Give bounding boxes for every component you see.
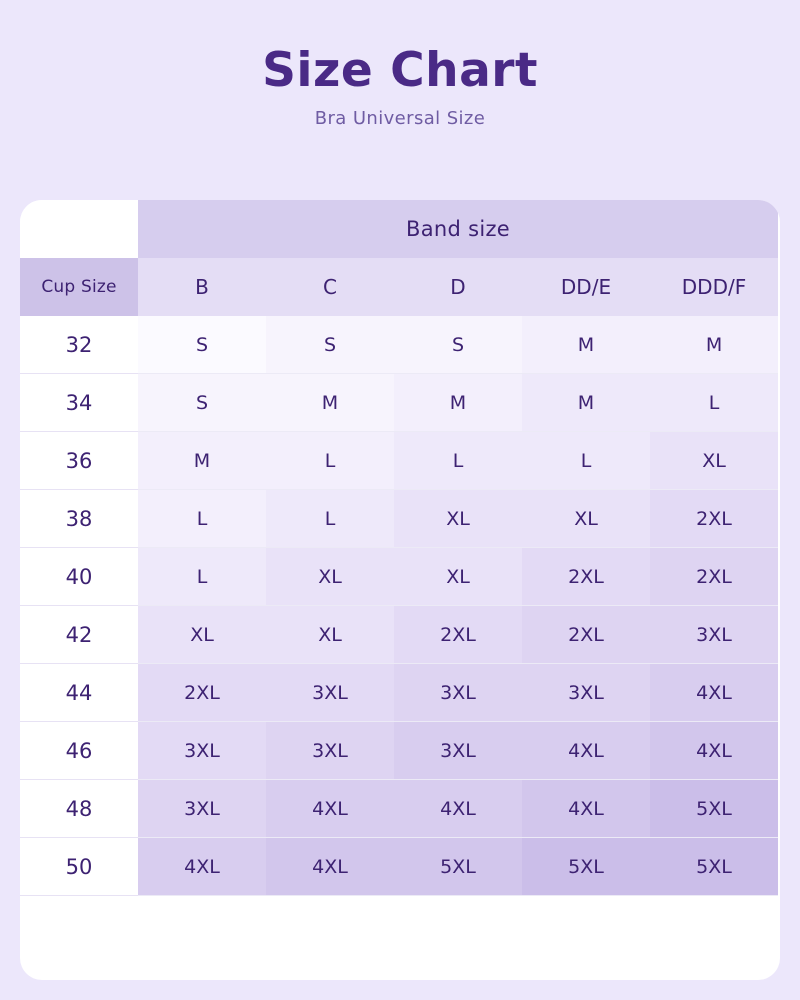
cell-34-DDD-F: L [650, 374, 778, 432]
cell-48-D: 4XL [394, 780, 522, 838]
cell-48-DD-E: 4XL [522, 780, 650, 838]
cell-38-C: L [266, 490, 394, 548]
column-header-c: C [266, 258, 394, 316]
cell-36-DDD-F: XL [650, 432, 778, 490]
cell-32-C: S [266, 316, 394, 374]
cell-50-DDD-F: 5XL [650, 838, 778, 896]
table-row [20, 374, 778, 432]
cell-46-D: 3XL [394, 722, 522, 780]
cell-46-C: 3XL [266, 722, 394, 780]
cell-40-B: L [138, 548, 266, 606]
cell-34-DD-E: M [522, 374, 650, 432]
row-label-34: 34 [20, 374, 138, 432]
cell-34-B: S [138, 374, 266, 432]
corner-blank-cell [20, 200, 138, 258]
cell-42-D: 2XL [394, 606, 522, 664]
table-row [20, 722, 778, 780]
cell-40-DD-E: 2XL [522, 548, 650, 606]
cell-48-DDD-F: 5XL [650, 780, 778, 838]
cell-32-DD-E: M [522, 316, 650, 374]
cell-42-C: XL [266, 606, 394, 664]
column-header-d: D [394, 258, 522, 316]
cell-44-DDD-F: 4XL [650, 664, 778, 722]
cell-38-DDD-F: 2XL [650, 490, 778, 548]
cell-48-B: 3XL [138, 780, 266, 838]
table-row [20, 838, 778, 896]
cell-38-D: XL [394, 490, 522, 548]
cell-50-C: 4XL [266, 838, 394, 896]
cell-50-DD-E: 5XL [522, 838, 650, 896]
row-label-46: 46 [20, 722, 138, 780]
cell-48-C: 4XL [266, 780, 394, 838]
page-subtitle: Bra Universal Size [314, 108, 486, 130]
cell-38-DD-E: XL [522, 490, 650, 548]
cell-44-B: 2XL [138, 664, 266, 722]
table-row [20, 664, 778, 722]
table-row [20, 780, 778, 838]
cell-34-C: M [266, 374, 394, 432]
cell-44-DD-E: 3XL [522, 664, 650, 722]
cell-36-D: L [394, 432, 522, 490]
row-label-32: 32 [20, 316, 138, 374]
cell-34-D: M [394, 374, 522, 432]
table-row [20, 548, 778, 606]
cell-36-DD-E: L [522, 432, 650, 490]
row-label-42: 42 [20, 606, 138, 664]
cell-46-DD-E: 4XL [522, 722, 650, 780]
table-row [20, 490, 778, 548]
cell-36-C: L [266, 432, 394, 490]
table-body [20, 316, 778, 896]
cell-42-B: XL [138, 606, 266, 664]
page-header [0, 0, 800, 129]
cell-40-D: XL [394, 548, 522, 606]
row-label-38: 38 [20, 490, 138, 548]
column-header-ddd-f: DDD/F [650, 258, 778, 316]
column-header-row [20, 258, 778, 316]
row-label-48: 48 [20, 780, 138, 838]
table-head [20, 200, 778, 316]
cell-44-D: 3XL [394, 664, 522, 722]
cell-50-B: 4XL [138, 838, 266, 896]
cell-42-DD-E: 2XL [522, 606, 650, 664]
cell-42-DDD-F: 3XL [650, 606, 778, 664]
cell-46-B: 3XL [138, 722, 266, 780]
row-label-44: 44 [20, 664, 138, 722]
column-header-b: B [138, 258, 266, 316]
cell-32-DDD-F: M [650, 316, 778, 374]
cell-40-C: XL [266, 548, 394, 606]
table-row [20, 606, 778, 664]
cell-40-DDD-F: 2XL [650, 548, 778, 606]
cup-size-header: Cup Size [20, 258, 138, 316]
size-chart-table [20, 200, 778, 896]
banner-row [20, 200, 778, 258]
row-label-36: 36 [20, 432, 138, 490]
size-chart-card [20, 200, 780, 980]
row-label-50: 50 [20, 838, 138, 896]
cell-32-B: S [138, 316, 266, 374]
table-row [20, 432, 778, 490]
table-row [20, 316, 778, 374]
band-size-banner: Band size [138, 200, 778, 258]
column-header-dd-e: DD/E [522, 258, 650, 316]
cell-36-B: M [138, 432, 266, 490]
cell-44-C: 3XL [266, 664, 394, 722]
row-label-40: 40 [20, 548, 138, 606]
cell-38-B: L [138, 490, 266, 548]
cell-32-D: S [394, 316, 522, 374]
cell-46-DDD-F: 4XL [650, 722, 778, 780]
cell-50-D: 5XL [394, 838, 522, 896]
page-title: Size Chart [262, 43, 538, 98]
